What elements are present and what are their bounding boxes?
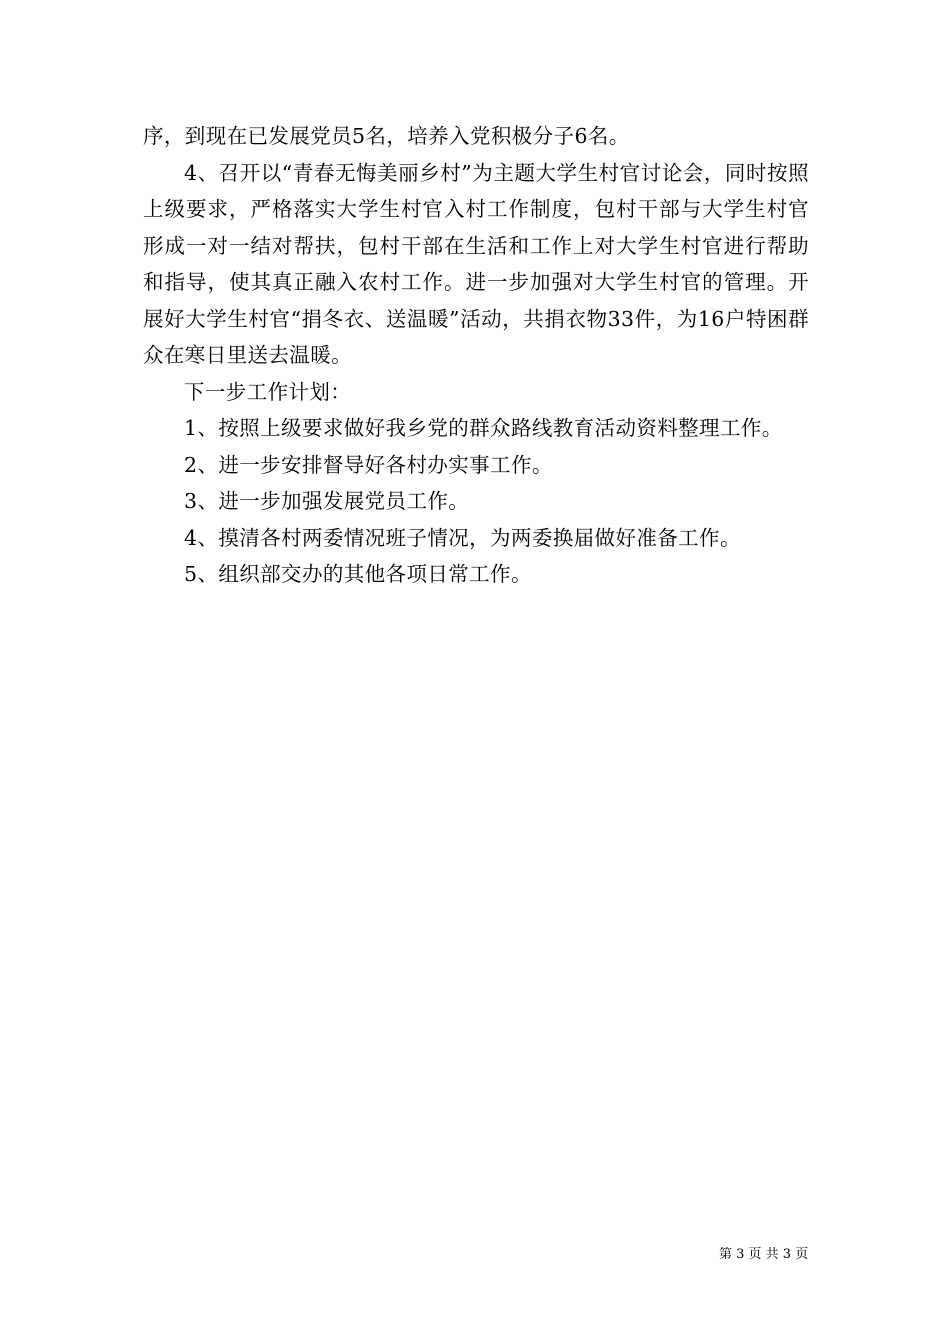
next-steps-heading: 下一步工作计划： <box>184 379 352 404</box>
plan-item-1: 1、按照上级要求做好我乡党的群众路线教育活动资料整理工作。 <box>184 416 783 440</box>
plan-item-3: 3、进一步加强发展党员工作。 <box>184 489 470 513</box>
paragraph-item-4: 4、召开以“青春无悔美丽乡村”为主题大学生村官讨论会，同时按照上级要求，严格落实大学生村官入村工作制度，包村干部与大学生村官形成一对一结对帮扶，包村干部在生活和工作上对大学生村官进行帮助和指导，使其真正融入农村工作。进一步加强对大学生村官的管理。开展好大学生村官“捐冬衣、送温暖”活动，共捐衣物33件，为16户特困群众在寒日里送去温暖。 <box>143 160 809 367</box>
page-number-footer: 第 3 页 共 3 页 <box>719 1247 809 1262</box>
plan-item-2: 2、进一步安排督导好各村办实事工作。 <box>184 452 553 477</box>
plan-item-4: 4、摸清各村两委情况班子情况，为两委换届做好准备工作。 <box>184 525 741 550</box>
paragraph-continuation: 序，到现在已发展党员5名，培养入党积极分子6名。 <box>143 124 630 148</box>
document-body <box>143 118 809 593</box>
plan-item-5: 5、组织部交办的其他各项日常工作。 <box>184 562 532 586</box>
